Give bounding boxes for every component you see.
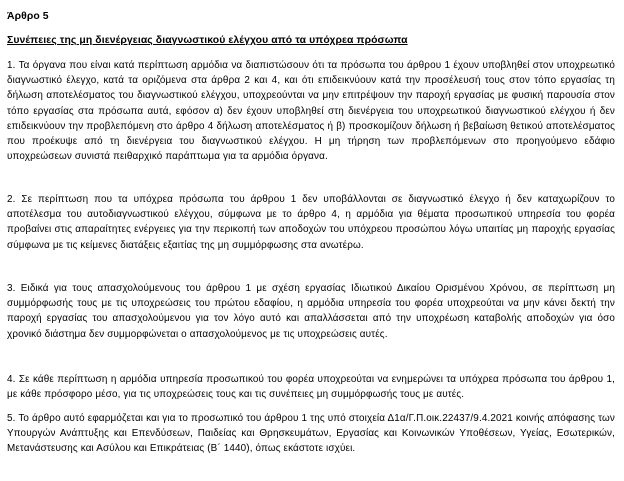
paragraph-4: 4. Σε κάθε περίπτωση η αρμόδια υπηρεσία προσωπικού του φορέα υποχρεούται να ενημερώνει τα υπόχρεα πρόσωπα του άρθρου 1, με κάθε πρόσφορο μέσο, για τις υποχρεώσεις τους και τις συνέπειες μη συμμόρφωσής τους με αυτές. bbox=[7, 374, 615, 401]
paragraph-1: 1. Τα όργανα που είναι κατά περίπτωση αρμόδια να διαπιστώσουν ότι τα πρόσωπα του άρθρου 1 έχουν υποβληθεί στον υποχρεωτικό διαγνωστικό έλεγχο, κατά τα οριζόμενα στα άρθρα 2 και 4, και ότι επιδεικνύουν κατά την προσέλευσή τους στον τόπο εργασίας τη δήλωση αποτελέσματος του διαγνωστικού ελέγχου, υποχρεούνται να μην επιτρέψουν την παροχή εργασίας με φυσική παρουσία στον τόπο εργασίας στα πρόσωπα αυτά, εφόσον α) δεν έχουν υποβληθεί στη διενέργεια του υποχρεωτικού διαγνωστικού ελέγχου ή δεν επιδεικνύουν την προβλεπόμενη στο άρθρο 4 δήλωση αποτελέσματος ή β) προσκομίζουν δήλωση ή βεβαίωση θετικού αποτελέσματος που προέκυψε από τη διενέργεια του διαγνωστικού ελέγχου. Η μη τήρηση των προβλεπόμενων στο προηγούμενο εδάφιο υποχρεώσεων συνιστά πειθαρχικό παράπτωμα για τα αρμόδια όργανα. bbox=[7, 60, 615, 163]
paragraph-5: 5. Το άρθρο αυτό εφαρμόζεται και για το προσωπικό του άρθρου 1 της υπό στοιχεία Δ1α/Γ.Π.οικ.22437/9.4.2021 κοινής απόφασης των Υπουργών Ανάπτυξης και Επενδύσεων, Παιδείας και Θρησκευμάτων, Εργασίας και Κοινωνικών Υποθέσεων, Υγείας, Εσωτερικών, Μετανάστευσης και Ασύλου και Επικράτειας (Β΄ 1440), όπως εκάστοτε ισχύει. bbox=[7, 413, 615, 455]
article-heading: Συνέπειες της μη διενέργειας διαγνωστικού ελέγχου από τα υπόχρεα πρόσωπα bbox=[7, 35, 408, 46]
paragraph-3: 3. Ειδικά για τους απασχολούμενους του άρθρου 1 με σχέση εργασίας Ιδιωτικού Δικαίου Ορισμένου Χρόνου, σε περίπτωση μη συμμόρφωσής τους με τις υποχρεώσεις του πρώτου εδαφίου, η αρμόδια υπηρεσία του φορέα υποχρεούται να μην κάνει δεκτή την παροχή εργασίας του απασχολούμενου για τον λόγο αυτό και απαλλάσσεται από την υποχρέωση καταβολής αποδοχών για όσο χρονικό διάστημα δεν συμμορφώνεται ο απασχολούμενος με τις υποχρεώσεις αυτές. bbox=[7, 283, 615, 340]
paragraph-2: 2. Σε περίπτωση που τα υπόχρεα πρόσωπα του άρθρου 1 δεν υποβάλλονται σε διαγνωστικό έλεγχο ή δεν καταχωρίζουν το αποτέλεσμα του αυτοδιαγνωστικού ελέγχου, σύμφωνα με το άρθρο 4, η αρμόδια για θέματα προσωπικού υπηρεσία του φορέα προβαίνει στις απαραίτητες ενέργειες για την περικοπή των αποδοχών του υπόχρεου προσώπου λόγω υπαιτίας μη παροχής εργασίας σύμφωνα με τις κείμενες διατάξεις εξαιτίας της μη συμμόρφωσης στα ανωτέρω. bbox=[7, 194, 615, 251]
article-title: Άρθρο 5 bbox=[7, 11, 49, 22]
